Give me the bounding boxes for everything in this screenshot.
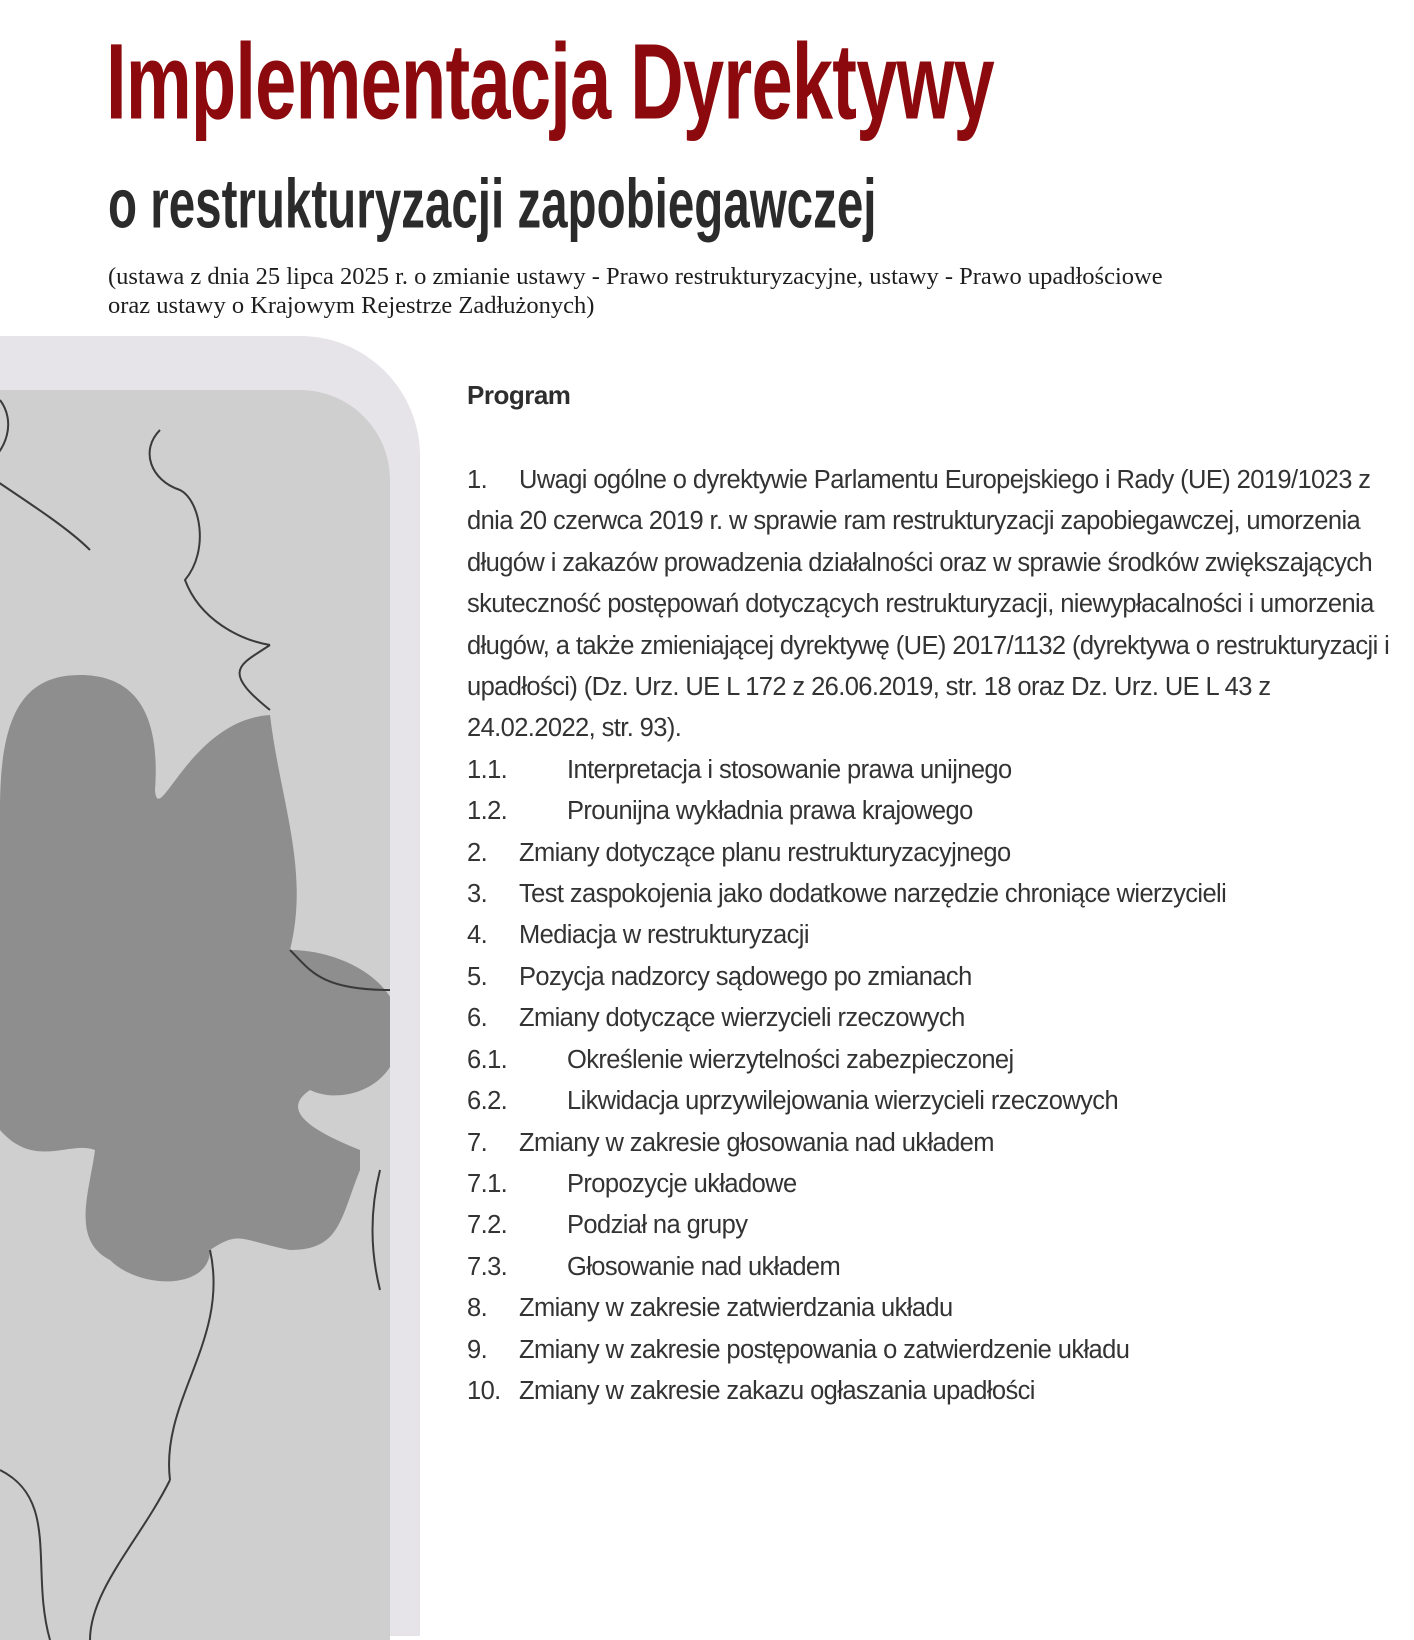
- agenda-number: 4.: [467, 921, 488, 950]
- agenda-number: 8.: [467, 1294, 488, 1323]
- agenda-text: Zmiany dotyczące planu restrukturyzacyjnego: [519, 838, 1011, 867]
- agenda-item: [467, 791, 1397, 832]
- puzzle-seam-7: [373, 1170, 381, 1290]
- agenda-number: 9.: [467, 1335, 488, 1364]
- agenda-item: [467, 915, 1397, 956]
- agenda-number: 1.: [467, 466, 488, 494]
- agenda-text: Zmiany w zakresie postępowania o zatwierdzenie układu: [519, 1335, 1130, 1364]
- agenda-item: [467, 1205, 1397, 1246]
- agenda-text: Zmiany w zakresie zakazu ogłaszania upadłości: [519, 1376, 1035, 1405]
- agenda-text: Zmiany w zakresie głosowania nad układem: [519, 1128, 994, 1157]
- statute-line-2: oraz ustawy o Krajowym Rejestrze Zadłużonych): [108, 292, 595, 319]
- agenda-item: [467, 750, 1397, 791]
- puzzle-pieces-image: [0, 390, 390, 1640]
- document-title: Implementacja Dyrektywy: [106, 21, 994, 143]
- agenda-item: [467, 1330, 1397, 1371]
- agenda-number: 1.2.: [467, 797, 508, 826]
- agenda-text: Zmiany dotyczące wierzycieli rzeczowych: [519, 1004, 965, 1033]
- agenda-number: 1.1.: [467, 755, 508, 784]
- agenda-number: 7.: [467, 1128, 488, 1157]
- agenda-item: [467, 1247, 1397, 1288]
- agenda-item: [467, 957, 1397, 998]
- agenda-text: Głosowanie nad układem: [567, 1252, 841, 1281]
- program-heading: Program: [467, 380, 571, 410]
- puzzle-seam-3: [240, 645, 270, 710]
- agenda-text: Likwidacja uprzywilejowania wierzycieli rzeczowych: [567, 1087, 1119, 1116]
- agenda-item: [467, 998, 1397, 1039]
- agenda-number: 6.1.: [467, 1045, 508, 1074]
- agenda-number: 7.3.: [467, 1252, 508, 1281]
- agenda-item: [467, 1288, 1397, 1329]
- agenda-number: 6.: [467, 1004, 488, 1033]
- agenda-text: Pozycja nadzorcy sądowego po zmianach: [519, 962, 972, 991]
- agenda-item: [467, 1081, 1397, 1122]
- agenda-text: Propozycje układowe: [567, 1169, 797, 1198]
- agenda-item: [467, 874, 1397, 915]
- agenda-number: 7.2.: [467, 1211, 508, 1240]
- agenda-text: Test zaspokojenia jako dodatkowe narzędzie chroniące wierzycieli: [519, 880, 1227, 909]
- agenda-text: Prounijna wykładnia prawa krajowego: [567, 797, 973, 826]
- agenda-item: [467, 1123, 1397, 1164]
- program-agenda: [467, 460, 1397, 1412]
- puzzle-illustration: [0, 390, 390, 1640]
- puzzle-seam-2: [150, 430, 270, 645]
- statute-line-1: (ustawa z dnia 25 lipca 2025 r. o zmianie ustawy - Prawo restrukturyzacyjne, ustawy - Prawo upadłościowe: [108, 263, 1163, 290]
- puzzle-seam-5: [90, 1480, 170, 1640]
- agenda-number: 7.1.: [467, 1169, 508, 1198]
- agenda-item: [467, 460, 1397, 750]
- agenda-text: Uwagi ogólne o dyrektywie Parlamentu Europejskiego i Rady (UE) 2019/1023 z dnia 20 czerwca 2019 r. w sprawie ram restrukturyzacji zapobiegawczej, umorzenia długów i zakazów prowadzenia działalności oraz w sprawie środków zwiększających skuteczność postępowań dotyczących restrukturyzacji, niewypłacalności i umorzenia długów, a także zmieniającej dyrektywę (UE) 2017/1132 (dyrektywa o restrukturyzacji i upadłości) (Dz. Urz. UE L 172 z 26.06.2019, str. 18 oraz Dz. Urz. UE L 43 z 24.02.2022, str. 93).: [467, 466, 1390, 743]
- agenda-number: 2.: [467, 838, 488, 867]
- agenda-number: 6.2.: [467, 1087, 508, 1116]
- agenda-item: [467, 833, 1397, 874]
- agenda-text: Mediacja w restrukturyzacji: [519, 921, 809, 950]
- puzzle-seam-6: [0, 1470, 50, 1640]
- document-subtitle: o restrukturyzacji zapobiegawczej: [108, 163, 877, 243]
- agenda-text: Zmiany w zakresie zatwierdzania układu: [519, 1294, 953, 1323]
- agenda-text: Określenie wierzytelności zabezpieczonej: [567, 1045, 1014, 1074]
- agenda-item: [467, 1371, 1397, 1412]
- puzzle-seam-8: [169, 1250, 214, 1480]
- agenda-number: 10.: [467, 1376, 501, 1405]
- agenda-item: [467, 1040, 1397, 1081]
- agenda-text: Podział na grupy: [567, 1211, 748, 1240]
- agenda-number: 5.: [467, 962, 488, 991]
- agenda-item: [467, 1164, 1397, 1205]
- puzzle-hole: [0, 675, 390, 1281]
- puzzle-seam-1: [0, 400, 90, 550]
- statute-reference: [108, 262, 1348, 320]
- agenda-number: 3.: [467, 880, 488, 909]
- agenda-text: Interpretacja i stosowanie prawa unijnego: [567, 755, 1012, 784]
